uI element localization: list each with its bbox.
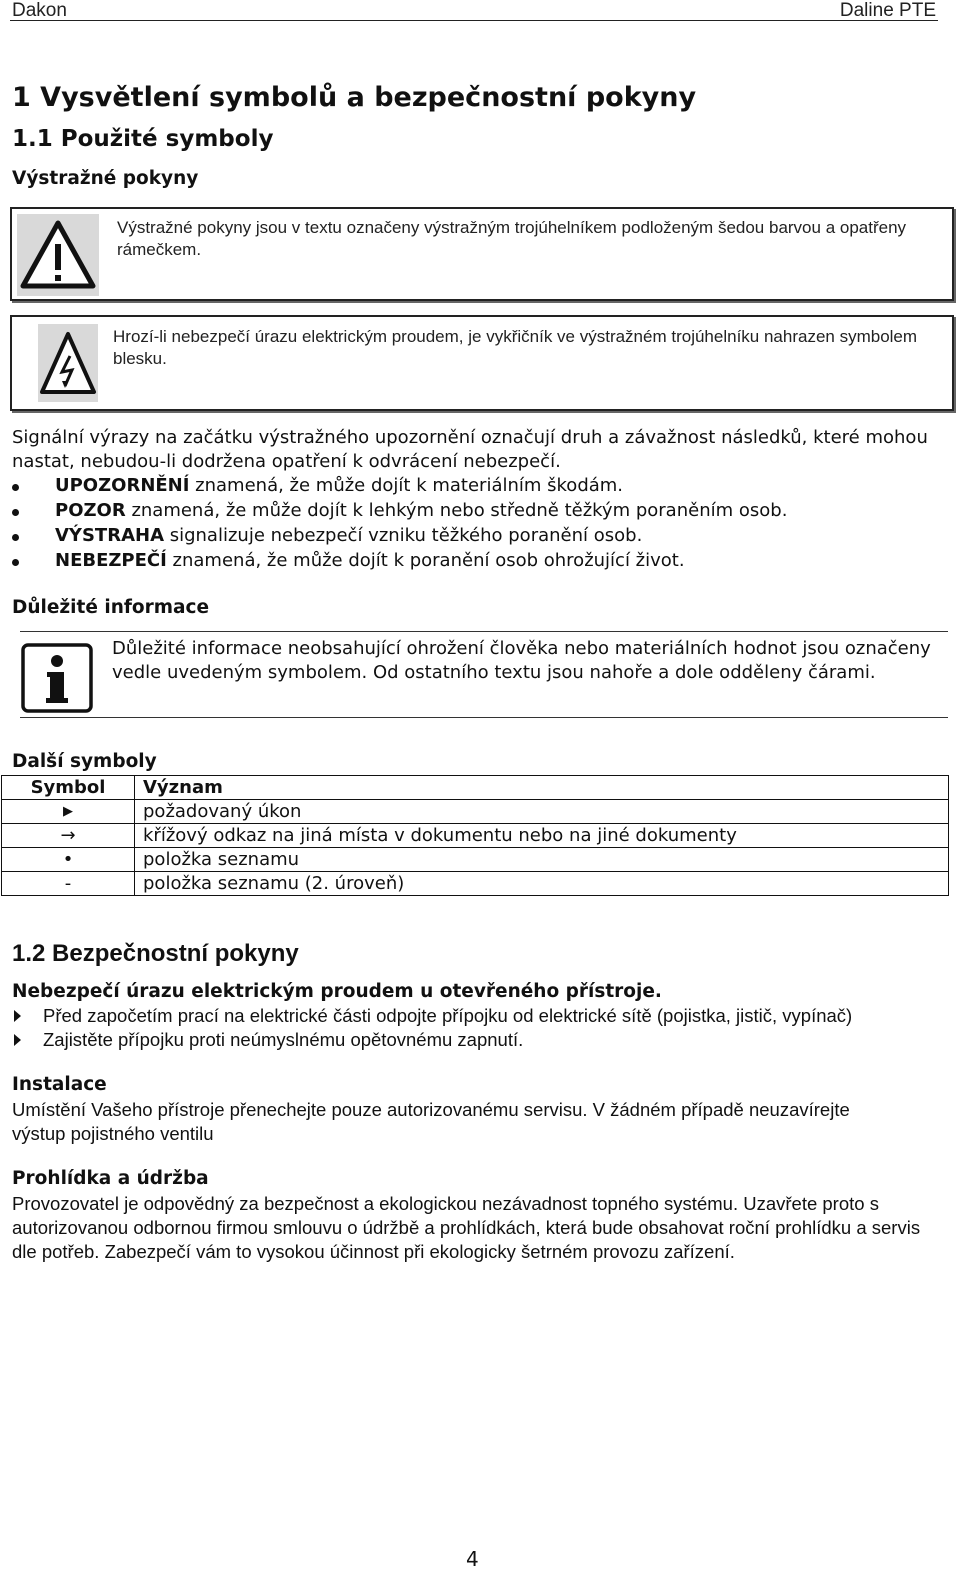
column-header-symbol: Symbol [2, 776, 135, 800]
action-arrow-icon [14, 1010, 21, 1022]
header-right: Daline PTE [839, 0, 936, 21]
electric-warning-triangle-icon [38, 324, 98, 402]
bullet-icon [12, 534, 19, 541]
signal-description: znamená, že může dojít k materiálním škodám. [189, 475, 624, 496]
info-heading: Důležité informace [12, 597, 210, 618]
signal-description: signalizuje nebezpečí vzniku těžkého poranění osob. [164, 525, 643, 546]
action-arrow-icon [14, 1034, 21, 1046]
table-row [2, 872, 949, 896]
warning-box-general [10, 207, 954, 301]
table-row [2, 800, 949, 824]
list-item [12, 549, 912, 573]
signal-description: znamená, že může dojít k lehkým nebo středně těžkým poraněním osob. [125, 500, 788, 521]
signal-keyword: UPOZORNĚNÍ [55, 475, 190, 496]
section-1-1-title: 1.1 Použité symboly [12, 126, 274, 152]
list-item [12, 474, 912, 498]
list-item [12, 524, 912, 548]
table-row [2, 848, 949, 872]
section-1-title: 1 Vysvětlení symbolů a bezpečnostní pokyny [12, 82, 697, 113]
warning-box-electric-text: Hrozí-li nebezpečí úrazu elektrickým proudem, je vykřičník ve výstražném trojúhelníku nahrazen symbolem blesku. [113, 327, 918, 368]
symbols-table [1, 775, 949, 896]
bullet-icon [12, 509, 19, 516]
cross-reference-arrow-icon: → [2, 824, 135, 848]
danger-item-text: Před započetím prací na elektrické části odpojte přípojku od elektrické sítě (pojistka, jistič, vypínač) [43, 1005, 853, 1026]
signal-keyword: NEBEZPEČÍ [55, 550, 167, 571]
signal-description: znamená, že může dojít k poranění osob ohrožující život. [166, 550, 685, 571]
install-text: Umístění Vašeho přístroje přenechejte pouze autorizovanému servisu. V žádném případě neuzavírejte výstup pojistného ventilu [12, 1099, 850, 1144]
info-bottom-rule [20, 717, 948, 718]
install-heading: Instalace [12, 1074, 107, 1095]
info-icon [20, 642, 94, 718]
dash-icon: - [2, 872, 135, 896]
list-item [12, 499, 912, 523]
table-cell-meaning: položka seznamu (2. úroveň) [135, 872, 949, 896]
header-rule [10, 20, 938, 21]
warnings-heading: Výstražné pokyny [12, 168, 199, 189]
list-item [14, 1004, 944, 1028]
table-cell-meaning: křížový odkaz na jiná místa v dokumentu nebo na jiné dokumenty [135, 824, 949, 848]
danger-item-text: Zajistěte přípojku proti neúmyslnému opětovnému zapnutí. [43, 1029, 524, 1050]
maintenance-heading: Prohlídka a údržba [12, 1168, 209, 1189]
table-cell-meaning: položka seznamu [135, 848, 949, 872]
bullet-icon [12, 484, 19, 491]
maintenance-text: Provozovatel je odpovědný za bezpečnost a ekologickou nezávadnost topného systému. Uzavřete proto s autorizovanou odbornou firmou smlouvu o údržbě a prohlídkách, která bude obsahovat roční prohlídku a servis dle potřeb. Zabezpečí vám to vysokou účinnost při ekologicky šetrném provozu zařízení. [12, 1193, 921, 1262]
signal-keyword: VÝSTRAHA [55, 525, 164, 546]
action-arrow-icon: ▶ [2, 800, 135, 824]
danger-heading: Nebezpečí úrazu elektrickým proudem u otevřeného přístroje. [12, 981, 662, 1002]
section-1-2-title: 1.2 Bezpečnostní pokyny [12, 940, 299, 967]
table-cell-meaning: požadovaný úkon [135, 800, 949, 824]
warning-triangle-icon [17, 214, 99, 296]
signal-words-paragraph: Signální výrazy na začátku výstražného upozornění označují druh a závažnost následků, které mohou nastat, nebudou-li dodržena opatření k odvrácení nebezpečí. [12, 427, 928, 472]
info-top-rule [20, 631, 948, 632]
signal-keyword: POZOR [55, 500, 126, 521]
list-item [14, 1028, 944, 1052]
page-number: 4 [466, 1547, 479, 1571]
table-header-row [2, 776, 949, 800]
bullet-icon: • [2, 848, 135, 872]
table-row [2, 824, 949, 848]
header-left: Dakon [12, 0, 67, 21]
warning-box-electric [10, 315, 954, 411]
warning-box-general-text: Výstražné pokyny jsou v textu označeny výstražným trojúhelníkem podloženým šedou barvou a opatřeny rámečkem. [117, 218, 907, 259]
info-text: Důležité informace neobsahující ohrožení člověka nebo materiálních hodnot jsou označeny vedle uvedeným symbolem. Od ostatního textu jsou nahoře a dole odděleny čárami. [112, 638, 931, 683]
other-symbols-heading: Další symboly [12, 751, 157, 772]
column-header-meaning: Význam [135, 776, 949, 800]
bullet-icon [12, 559, 19, 566]
